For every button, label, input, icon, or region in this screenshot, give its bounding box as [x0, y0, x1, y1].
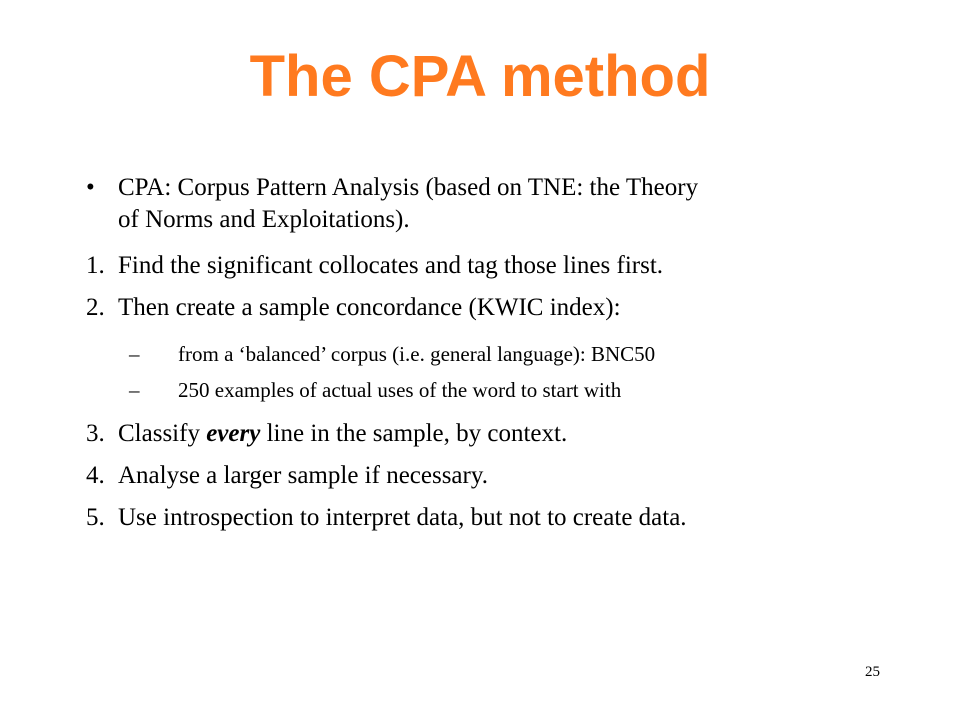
- list-item-3: [86, 418, 886, 450]
- sub-item-marker: –: [129, 378, 140, 402]
- list-number: 3.: [86, 420, 105, 447]
- list-text-after: line in the sample, by context.: [260, 420, 568, 447]
- bullet-text-line-1: CPA: Corpus Pattern Analysis (based on TNE: the Theory: [118, 174, 699, 201]
- bullet-text-line-2: of Norms and Exploitations).: [118, 206, 410, 233]
- list-text: Find the significant collocates and tag those lines first.: [118, 252, 664, 279]
- list-number: 4.: [86, 462, 105, 489]
- list-item-1: [86, 250, 886, 282]
- list-number: 2.: [86, 294, 105, 321]
- list-text-before: Classify: [118, 420, 207, 447]
- bullet-item: [86, 172, 886, 236]
- bullet-marker: •: [86, 174, 95, 201]
- sub-item-text: 250 examples of actual uses of the word to start with: [178, 378, 622, 402]
- sub-item-2: [129, 376, 879, 404]
- list-text: [118, 418, 567, 450]
- list-number: 1.: [86, 252, 105, 279]
- list-item-5: [86, 502, 886, 534]
- list-number: 5.: [86, 504, 105, 531]
- list-text: Use introspection to interpret data, but not to create data.: [118, 504, 687, 531]
- sub-item-marker: –: [129, 342, 140, 366]
- slide-title: The CPA method: [249, 44, 711, 109]
- sub-item-text: from a ‘balanced’ corpus (i.e. general language): BNC50: [178, 342, 656, 366]
- list-item-2: [86, 292, 886, 324]
- page-number: 25: [865, 664, 880, 680]
- list-item-4: [86, 460, 886, 492]
- list-text: Analyse a larger sample if necessary.: [118, 462, 488, 489]
- sub-item-1: [129, 340, 879, 368]
- list-text: Then create a sample concordance (KWIC index):: [118, 294, 621, 321]
- emphasis-every: every: [206, 420, 261, 447]
